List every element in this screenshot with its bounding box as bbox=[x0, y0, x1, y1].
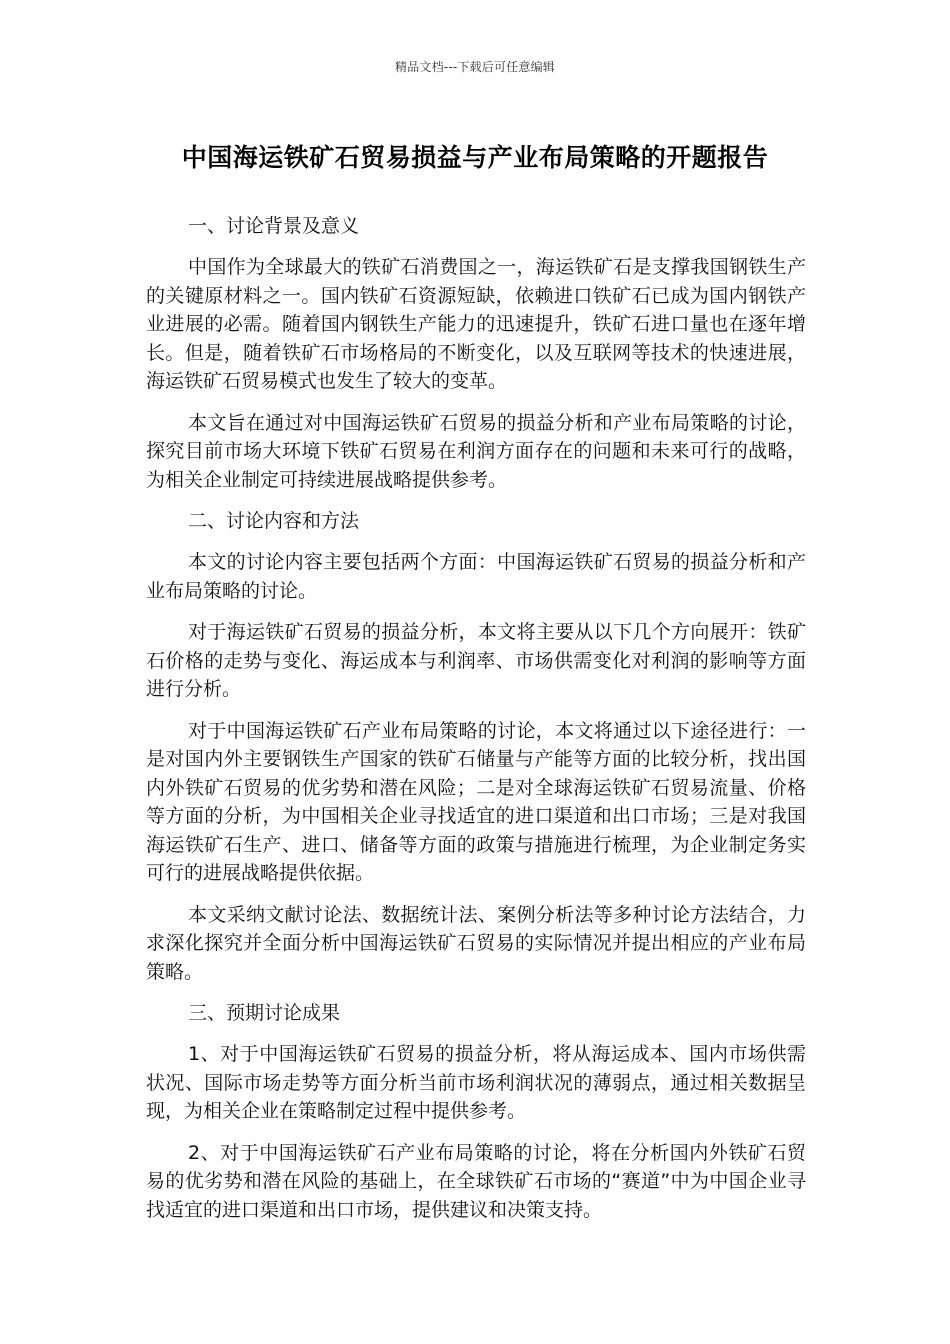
document-body bbox=[146, 212, 806, 1237]
paragraph: 对于海运铁矿石贸易的损益分析，本文将主要从以下几个方向展开：铁矿石价格的走势与变化、海运成本与利润率、市场供需变化对利润的影响等方面进行分析。 bbox=[146, 621, 806, 700]
paragraph: 2、对于中国海运铁矿石产业布局策略的讨论，将在分析国内外铁矿石贸易的优劣势和潜在风险的基础上，在全球铁矿石市场的“赛道”中为中国企业寻找适宜的进口渠道和出口市场，提供建议和决策支持。 bbox=[146, 1141, 806, 1221]
paragraph: 本文的讨论内容主要包括两个方面：中国海运铁矿石贸易的损益分析和产业布局策略的讨论。 bbox=[146, 551, 806, 602]
section-heading: 二、讨论内容和方法 bbox=[188, 510, 360, 532]
section-content-methods bbox=[146, 507, 806, 986]
section-background bbox=[146, 212, 806, 494]
paragraph: 本文采纳文献讨论法、数据统计法、案例分析法等多种讨论方法结合，力求深化探究并全面分析中国海运铁矿石贸易的实际情况并提出相应的产业布局策略。 bbox=[146, 903, 806, 983]
header-note: 精品文档---下载后可任意编辑 bbox=[395, 60, 555, 74]
section-expected-results bbox=[146, 999, 806, 1224]
document-title: 中国海运铁矿石贸易损益与产业布局策略的开题报告 bbox=[181, 143, 769, 172]
paragraph: 本文旨在通过对中国海运铁矿石贸易的损益分析和产业布局策略的讨论，探究目前市场大环境下铁矿石贸易在利润方面存在的问题和未来可行的战略，为相关企业制定可持续进展战略提供参考。 bbox=[146, 411, 806, 491]
section-heading: 一、讨论背景及意义 bbox=[188, 215, 360, 237]
section-heading: 三、预期讨论成果 bbox=[188, 1002, 341, 1024]
paragraph: 对于中国海运铁矿石产业布局策略的讨论，本文将通过以下途径进行：一是对国内外主要钢铁生产国家的铁矿石储量与产能等方面的比较分析，找出国内外铁矿石贸易的优劣势和潜在风险；二是对全球海运铁矿石贸易流量、价格等方面的分析，为中国相关企业寻找适宜的进口渠道和出口市场；三是对我国海运铁矿石生产、进口、储备等方面的政策与措施进行梳理，为企业制定务实可行的进展战略提供依据。 bbox=[146, 719, 806, 884]
paragraph: 中国作为全球最大的铁矿石消费国之一，海运铁矿石是支撑我国钢铁生产的关键原材料之一。国内铁矿石资源短缺，依赖进口铁矿石已成为国内钢铁产业进展的必需。随着国内钢铁生产能力的迅速提升，铁矿石进口量也在逐年增长。但是，随着铁矿石市场格局的不断变化，以及互联网等技术的快速进展，海运铁矿石贸易模式也发生了较大的变革。 bbox=[146, 256, 806, 392]
paragraph: 1、对于中国海运铁矿石贸易的损益分析，将从海运成本、国内市场供需状况、国际市场走势等方面分析当前市场利润状况的薄弱点，通过相关数据呈现，为相关企业在策略制定过程中提供参考。 bbox=[146, 1043, 806, 1122]
